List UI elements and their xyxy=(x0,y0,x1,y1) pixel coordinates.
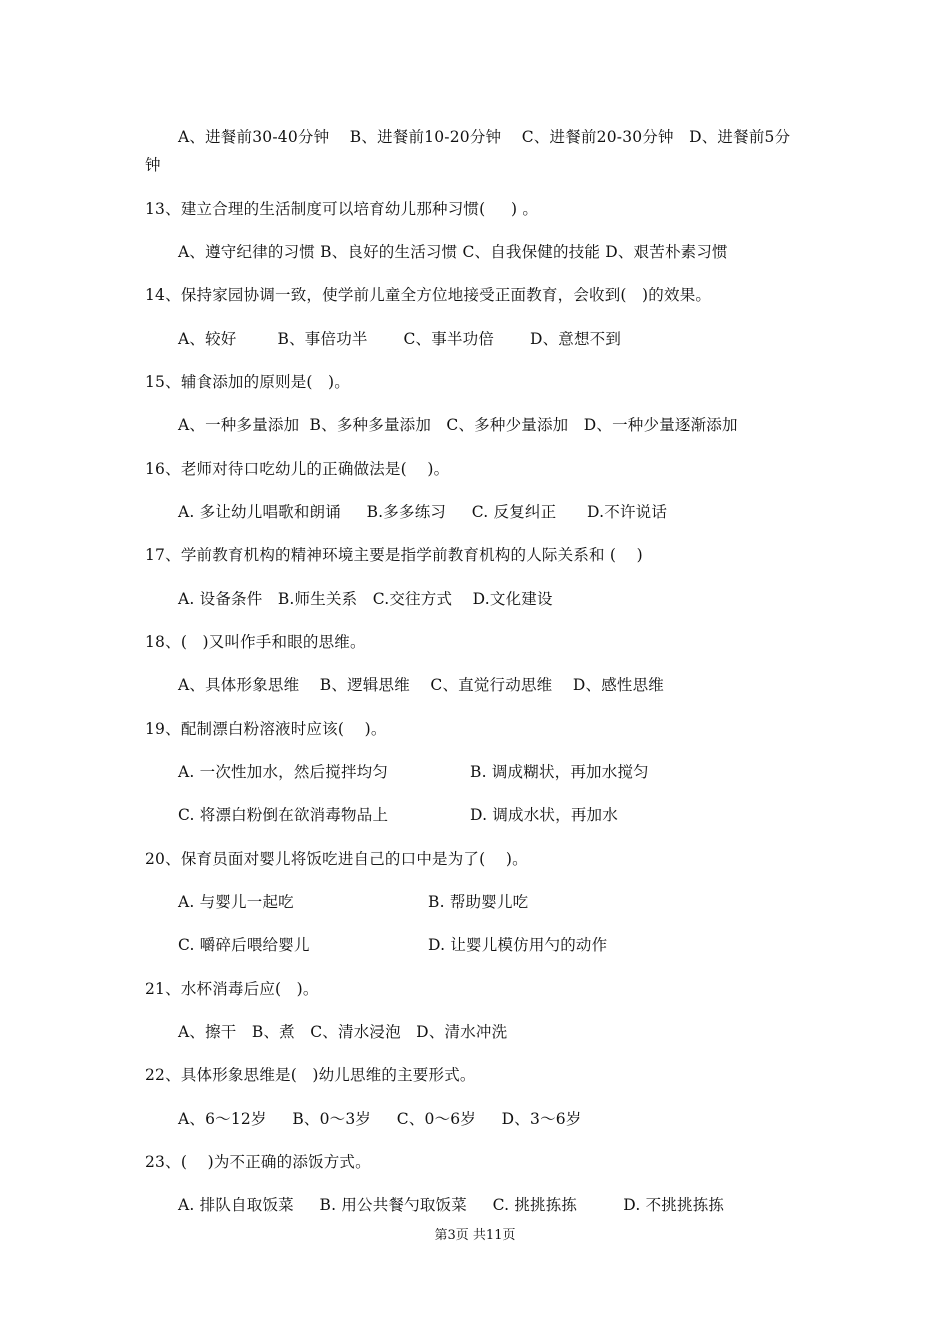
question-15-options: A、一种多量添加 B、多种多量添加 C、多种少量添加 D、一种少量逐渐添加 xyxy=(178,416,738,434)
question-23: 23、( )为不正确的添饭方式。 xyxy=(145,1153,371,1171)
question-18: 18、( )又叫作手和眼的思维。 xyxy=(145,633,366,651)
question-15: 15、辅食添加的原则是( )。 xyxy=(145,373,350,391)
question-20-option-d: D. 让婴儿模仿用勺的动作 xyxy=(428,936,608,954)
q12-options-continued: 钟 xyxy=(145,156,161,174)
question-22: 22、具体形象思维是( )幼儿思维的主要形式。 xyxy=(145,1066,476,1084)
question-14-options: A、较好 B、事倍功半 C、事半功倍 D、意想不到 xyxy=(178,330,622,348)
question-13-options: A、遵守纪律的习惯 B、良好的生活习惯 C、自我保健的技能 D、艰苦朴素习惯 xyxy=(178,243,728,261)
question-21-options: A、擦干 B、煮 C、清水浸泡 D、清水冲洗 xyxy=(178,1023,508,1041)
question-19-option-a: A. 一次性加水，然后搅拌均匀 xyxy=(178,763,389,781)
question-16-options: A. 多让幼儿唱歌和朗诵 B.多多练习 C. 反复纠正 D.不许说话 xyxy=(178,503,668,521)
question-20-option-a: A. 与婴儿一起吃 xyxy=(178,893,294,911)
question-21: 21、水杯消毒后应( )。 xyxy=(145,980,319,998)
question-20-option-b: B. 帮助婴儿吃 xyxy=(428,893,529,911)
page-footer: 第3页 共11页 xyxy=(434,1228,516,1243)
question-20: 20、保育员面对婴儿将饭吃进自己的口中是为了( )。 xyxy=(145,850,528,868)
question-19-option-d: D. 调成水状，再加水 xyxy=(470,806,618,824)
question-17-options: A. 设备条件 B.师生关系 C.交往方式 D.文化建设 xyxy=(178,590,553,608)
question-19-option-c: C. 将漂白粉倒在欲消毒物品上 xyxy=(178,806,389,824)
question-16: 16、老师对待口吃幼儿的正确做法是( )。 xyxy=(145,460,450,478)
question-23-options: A. 排队自取饭菜 B. 用公共餐勺取饭菜 C. 挑挑拣拣 D. 不挑挑拣拣 xyxy=(178,1196,725,1214)
question-14: 14、保持家园协调一致，使学前儿童全方位地接受正面教育，会收到( )的效果。 xyxy=(145,286,712,304)
question-22-options: A、6～12岁 B、0～3岁 C、0～6岁 D、3～6岁 xyxy=(178,1110,582,1128)
question-19: 19、配制漂白粉溶液时应该( )。 xyxy=(145,720,387,738)
q12-options: A、进餐前30-40分钟 B、进餐前10-20分钟 C、进餐前20-30分钟 D、进餐前5分 xyxy=(178,128,791,146)
question-20-option-c: C. 嚼碎后喂给婴儿 xyxy=(178,936,310,954)
question-18-options: A、具体形象思维 B、逻辑思维 C、直觉行动思维 D、感性思维 xyxy=(178,676,664,694)
question-17: 17、学前教育机构的精神环境主要是指学前教育机构的人际关系和 ( ) xyxy=(145,546,643,564)
question-19-option-b: B. 调成糊状，再加水搅匀 xyxy=(470,763,649,781)
question-13: 13、建立合理的生活制度可以培育幼儿那种习惯( ) 。 xyxy=(145,200,539,218)
